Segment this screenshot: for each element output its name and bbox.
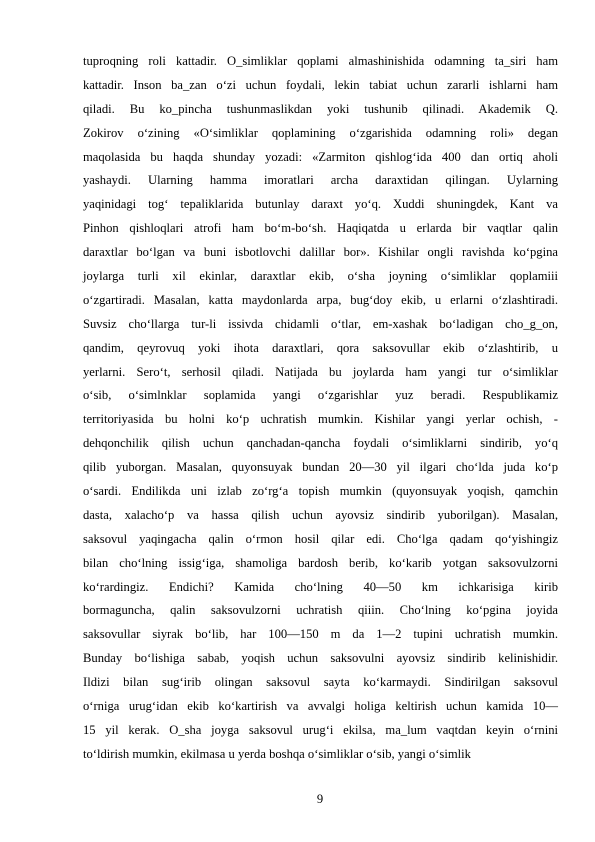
text-line: maqolasida bu haqda shunday yozadi: «Zarmiton qishlog‘ida 400 dan ortiq aholi [83, 149, 558, 164]
text-line: kattadir. Inson ba_zan o‘zi uchun foydali, lekin tabiat uchun zararli ishlarni ham [83, 77, 558, 92]
text-line: daraxtlar bo‘lgan va buni isbotlovchi dalillar bor». Kishilar ongli ravishda ko‘pgina [83, 245, 558, 260]
text-line: qandim, qeyrovuq yoki ihota daraxtlari, qora saksovullar ekib o‘zlashtirib, u [83, 340, 558, 355]
text-line: o‘sib, o‘simlnklar soplamida yangi o‘zgarishlar yuz beradi. Respublikamiz [83, 388, 558, 403]
text-line: Bunday bo‘lishiga sabab, yoqish uchun saksovulni ayovsiz sindirib kelinishidir. [83, 651, 558, 666]
text-line: saksovul yaqingacha qalin o‘rmon hosil qilar edi. Cho‘lga qadam qo‘yishingiz [83, 531, 558, 546]
text-line: ko‘rardingiz. Endichi? Kamida cho‘lning 40—50 km ichkarisiga kirib [83, 579, 558, 594]
text-line: qiladi. Bu ko_pincha tushunmaslikdan yoki tushunib qilinadi. Akademik Q. [83, 101, 558, 116]
body-text [83, 50, 558, 767]
text-line: qilib yuborgan. Masalan, quyonsuyak bundan 20—30 yil ilgari cho‘lda juda ko‘p [83, 460, 558, 475]
text-line: Suvsiz cho‘llarga tur-li issivda chidamli o‘tlar, em-xashak bo‘ladigan cho_g_on, [83, 316, 558, 331]
text-line: bormaguncha, qalin saksovulzorni uchratish qiiin. Cho‘lning ko‘pgina joyida [83, 603, 558, 618]
text-line: bilan cho‘lning issig‘iga, shamoliga bardosh berib, ko‘karib yotgan saksovulzorni [83, 555, 558, 570]
text-line: Zokirov o‘zining «O‘simliklar qoplamining o‘zgarishida odamning roli» degan [83, 125, 558, 140]
page-number: 9 [316, 792, 324, 806]
text-line: Ildizi bilan sug‘irib olingan saksovul sayta ko‘karmaydi. Sindirilgan saksovul [83, 675, 558, 690]
text-line: o‘zgartiradi. Masalan, katta maydonlarda arpa, bug‘doy ekib, u erlarni o‘zlashtiradi. [83, 292, 558, 307]
text-line: yerlarni. Sero‘t, serhosil qiladi. Natijada bu joylarda ham yangi tur o‘simliklar [83, 364, 558, 379]
text-line: to‘ldirish mumkin, ekilmasa u yerda boshqa o‘simliklar o‘sib, yangi o‘simlik [83, 746, 471, 761]
text-line: yashaydi. Ularning hamma imoratlari archa daraxtidan qilingan. Uylarning [83, 173, 558, 188]
text-line: 15 yil kerak. O_sha joyga saksovul urug‘i ekilsa, ma_lum vaqtdan keyin o‘rnini [83, 722, 558, 737]
text-line: joylarga turli xil ekinlar, daraxtlar ekib, o‘sha joyning o‘simliklar qoplamiii [83, 269, 558, 284]
text-line: dasta, xalacho‘p va hassa qilish uchun ayovsiz sindirib yuborilgan). Masalan, [83, 507, 558, 522]
text-line: territoriyasida bu holni ko‘p uchratish mumkin. Kishilar yangi yerlar ochish, - [83, 412, 558, 427]
text-line: saksovullar siyrak bo‘lib, har 100—150 m da 1—2 tupini uchratish mumkin. [83, 627, 558, 642]
text-line: dehqonchilik qilish uchun qanchadan-qancha foydali o‘simliklarni sindirib, yo‘q [83, 436, 558, 451]
text-line: o‘rniga urug‘idan ekib ko‘kartirish va avvalgi holiga keltirish uchun kamida 10— [83, 699, 558, 714]
text-line: tuproqning roli kattadir. O_simliklar qoplami almashinishida odamning ta_siri ham [83, 54, 558, 68]
text-line: Pinhon qishloqlari atrofi ham bo‘m-bo‘sh. Haqiqatda u erlarda bir vaqtlar qalin [83, 221, 558, 236]
text-line: o‘sardi. Endilikda uni izlab zo‘rg‘a topish mumkin (quyonsuyak yoqish, qamchin [83, 484, 558, 499]
text-line: yaqinidagi tog‘ tepaliklarida butunlay daraxt yo‘q. Xuddi shuningdek, Kant va [83, 197, 558, 212]
